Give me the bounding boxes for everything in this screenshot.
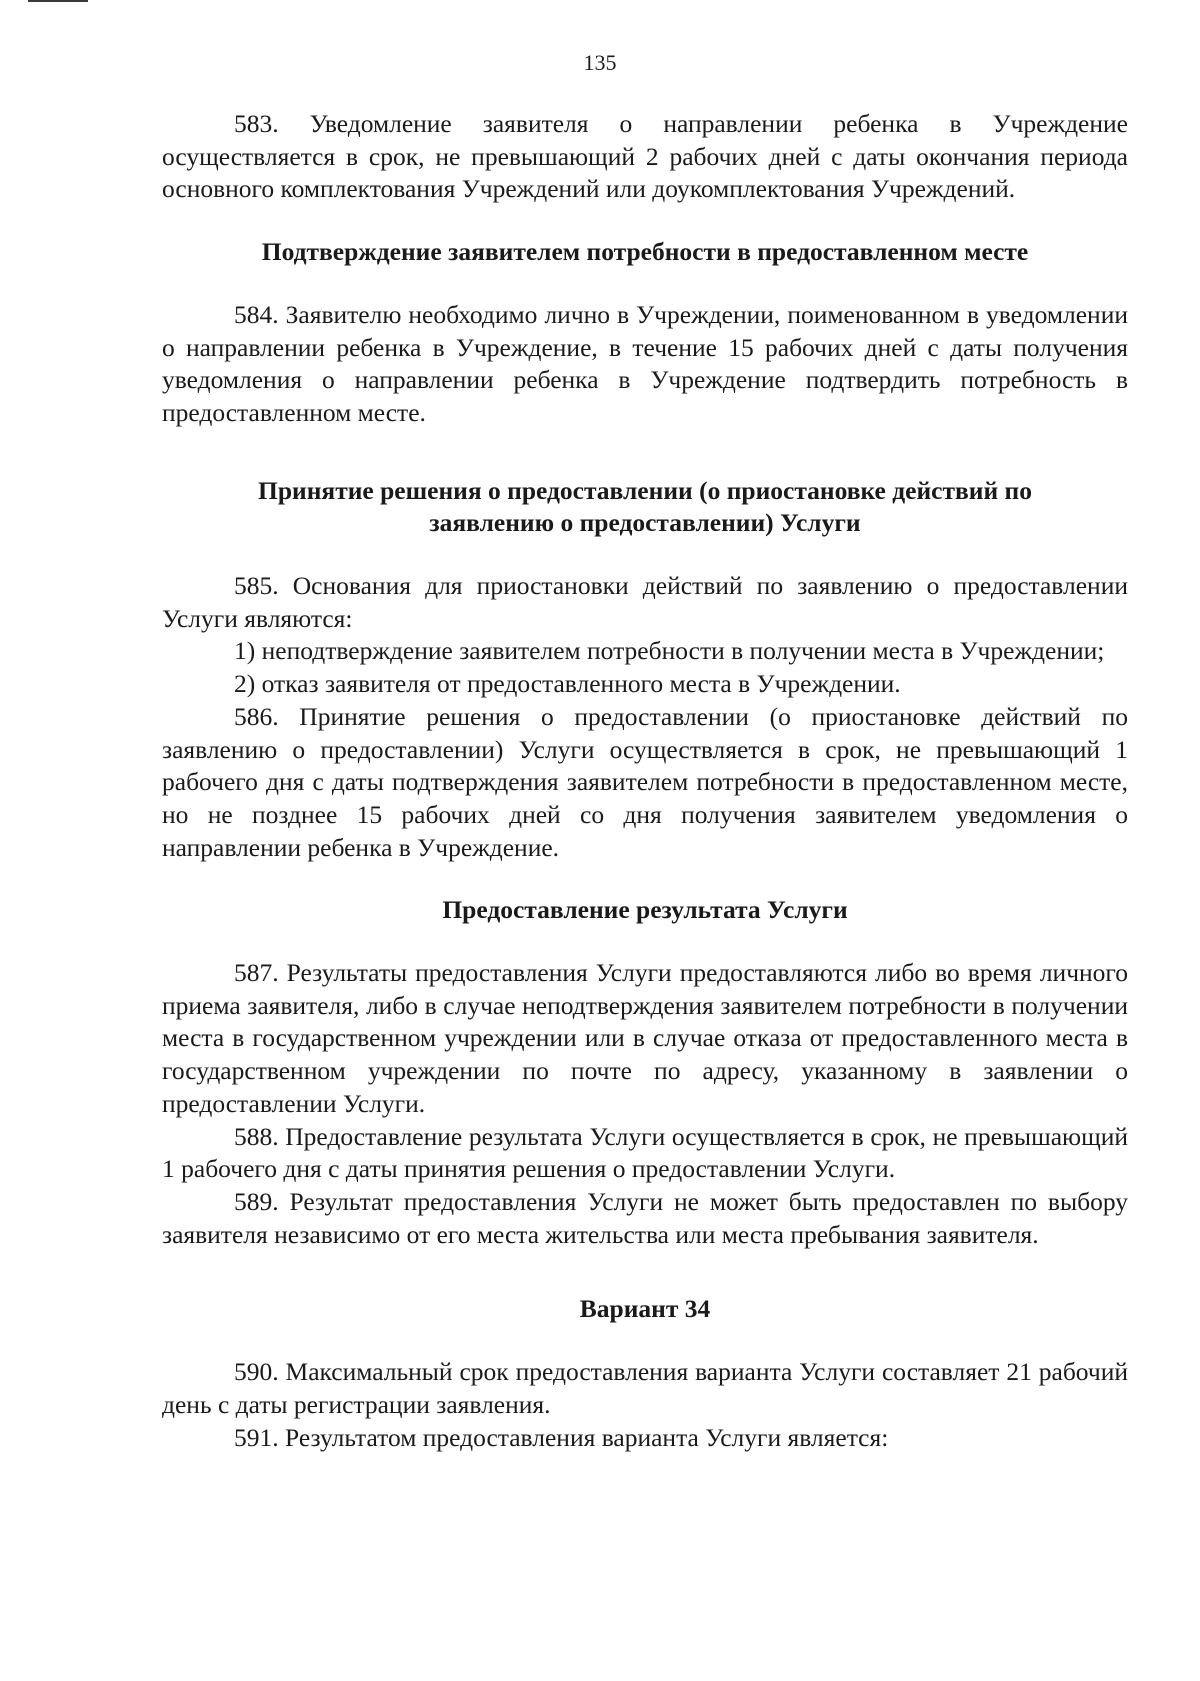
- scan-corner-mark: [28, 0, 88, 2]
- paragraph-585: 585. Основания для приостановки действий по заявлению о предоставлении Услуги являются:: [162, 571, 1128, 633]
- paragraph-588: 588. Предоставление результата Услуги осуществляется в срок, не превышающий 1 рабочего дня с даты принятия решения о предоставлении Услуги.: [162, 1121, 1128, 1184]
- paragraph-584: 584. Заявителю необходимо лично в Учреждении, поименованном в уведомлении о направлении ребенка в Учреждение, в течение 15 рабочих дней с даты получения уведомления о направлении ребенка в Учреждение подтвердить потребность в предоставленном месте.: [162, 299, 1128, 427]
- section-heading-decision-line2: заявлению о предоставлении) Услуги: [429, 508, 861, 538]
- section-heading-variant-34: Вариант 34: [579, 1294, 711, 1324]
- section-heading-confirmation: Подтверждение заявителем потребности в предоставленном месте: [261, 237, 1029, 267]
- page-number: 135: [583, 50, 617, 75]
- paragraph-585-item-2: 2) отказ заявителя от предоставленного места в Учреждении.: [234, 669, 901, 699]
- paragraph-591: 591. Результатом предоставления варианта Услуги является:: [234, 1422, 889, 1452]
- paragraph-586: 586. Принятие решения о предоставлении (о приостановке действий по заявлению о предоставлении) Услуги осуществляется в срок, не превышающий 1 рабочего дня с даты подтверждения заявителем потребности в предоставленном месте, но не позднее 15 рабочих дней со дня получения заявителем уведомления о направлении ребенка в Учреждение.: [162, 701, 1128, 862]
- paragraph-589: 589. Результат предоставления Услуги не может быть предоставлен по выбору заявителя независимо от его места жительства или места пребывания заявителя.: [162, 1186, 1128, 1249]
- paragraph-590: 590. Максимальный срок предоставления варианта Услуги составляет 21 рабочий день с даты регистрации заявления.: [162, 1357, 1128, 1419]
- paragraph-587: 587. Результаты предоставления Услуги предоставляются либо во время личного приема заявителя, либо в случае неподтверждения заявителем потребности в получении места в государственном учреждении или в случае отказа от предоставленного места в государственном учреждении по почте по адресу, указанному в заявлении о предоставлении Услуги.: [162, 958, 1128, 1118]
- section-heading-result: Предоставление результата Услуги: [442, 895, 848, 925]
- document-body: [162, 108, 1128, 1454]
- paragraph-583: 583. Уведомление заявителя о направлении ребенка в Учреждение осуществляется в срок, не превышающий 2 рабочих дней с даты окончания периода основного комплектования Учреждений или доукомплектования Учреждений.: [162, 109, 1128, 204]
- section-heading-decision-line1: Принятие решения о предоставлении (о приостановке действий по: [258, 475, 1032, 505]
- paragraph-585-item-1: 1) неподтверждение заявителем потребности в получении места в Учреждении;: [234, 636, 1105, 666]
